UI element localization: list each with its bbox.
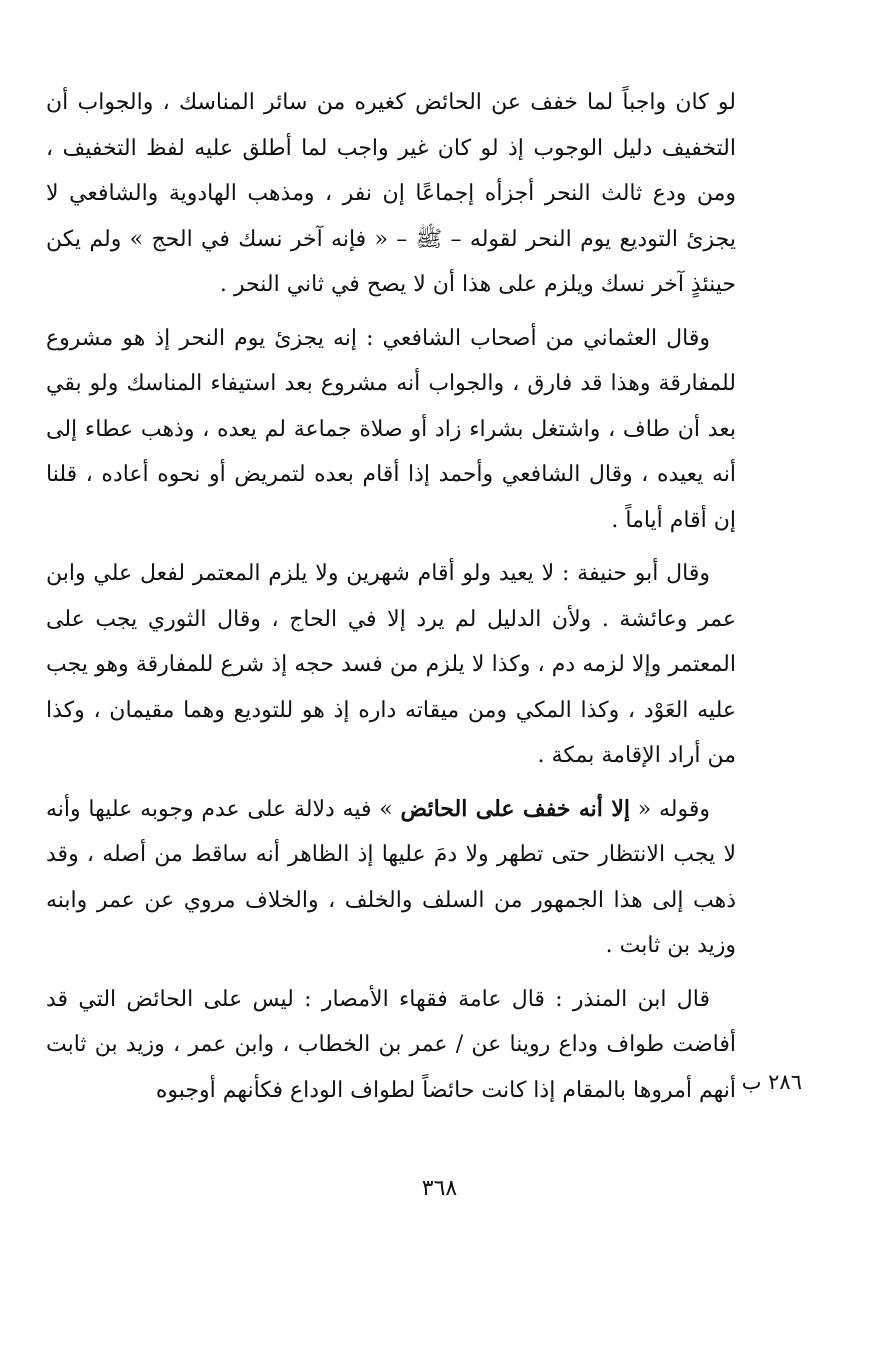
main-text bbox=[46, 80, 736, 1113]
paragraph-4-rest: » فيه دلالة على عدم وجوبه عليها وأنه لا يجب الانتظار حتى تطهر ولا دمَ عليها إذ الظاهر أنه ساقط من أصله ، وقد ذهب إلى هذا الجمهور من السلف والخلف ، والخلاف مروي عن عمر وابنه وزيد بن ثابت . bbox=[46, 796, 736, 958]
page-number: ٣٦٨ bbox=[421, 1176, 458, 1201]
paragraph-3: وقال أبو حنيفة : لا يعيد ولو أقام شهرين ولا يلزم المعتمر لفعل علي وابن عمر وعائشة . ولأن الدليل لم يرد إلا في الحاج ، وقال الثوري يجب على المعتمر وإلا لزمه دم ، وكذا لا يلزم من فسد حجه إذ شرع للمفارقة وهو يجب عليه العَوْد ، وكذا المكي ومن ميقاته داره إذ هو للتوديع وهما مقيمان ، وكذا من أراد الإقامة بمكة . bbox=[46, 561, 736, 768]
paragraph-5: قال ابن المنذر : قال عامة فقهاء الأمصار : ليس على الحائض التي قد أفاضت طواف وداع روينا عن / عمر بن الخطاب ، وابن عمر ، وزيد بن ثابت أنهم أمروها بالمقام إذا كانت حائضاً لطواف الوداع فكأنهم أوجبوه bbox=[46, 986, 736, 1103]
paragraph-2: وقال العثماني من أصحاب الشافعي : إنه يجزئ يوم النحر إذ هو مشروع للمفارقة وهذا قد فارق ، والجواب أنه مشروع بعد استيفاء المناسك ولو بقي بعد أن طاف ، واشتغل بشراء زاد أو صلاة جماعة لم يعده ، وذهب عطاء إلى أنه يعيده ، وقال الشافعي وأحمد إذا أقام بعده لتمريض أو نحوه أعاده ، قلنا إن أقام أياماً . bbox=[46, 325, 736, 533]
manuscript-folio-note: ٢٨٦ ب bbox=[741, 1070, 802, 1094]
paragraph-4 bbox=[46, 787, 736, 969]
paragraph-4-lead: وقوله « bbox=[630, 796, 711, 822]
hadith-quote: إلا أنه خفف على الحائض bbox=[400, 795, 630, 822]
paragraph-1: لو كان واجباً لما خفف عن الحائض كغيره من سائر المناسك ، والجواب أن التخفيف دليل الوجوب إذ لو كان غير واجب لما أطلق عليه لفظ التخفيف ، ومن ودع ثالث النحر أجزأه إجماعًا إن نفر ، ومذهب الهادوية والشافعي لا يجزئ التوديع يوم النحر لقوله – ﷺ – « فإنه آخر نسك في الحج » ولم يكن حينئذٍ آخر نسك ويلزم على هذا أن لا يصح في ثاني النحر . bbox=[46, 90, 736, 297]
